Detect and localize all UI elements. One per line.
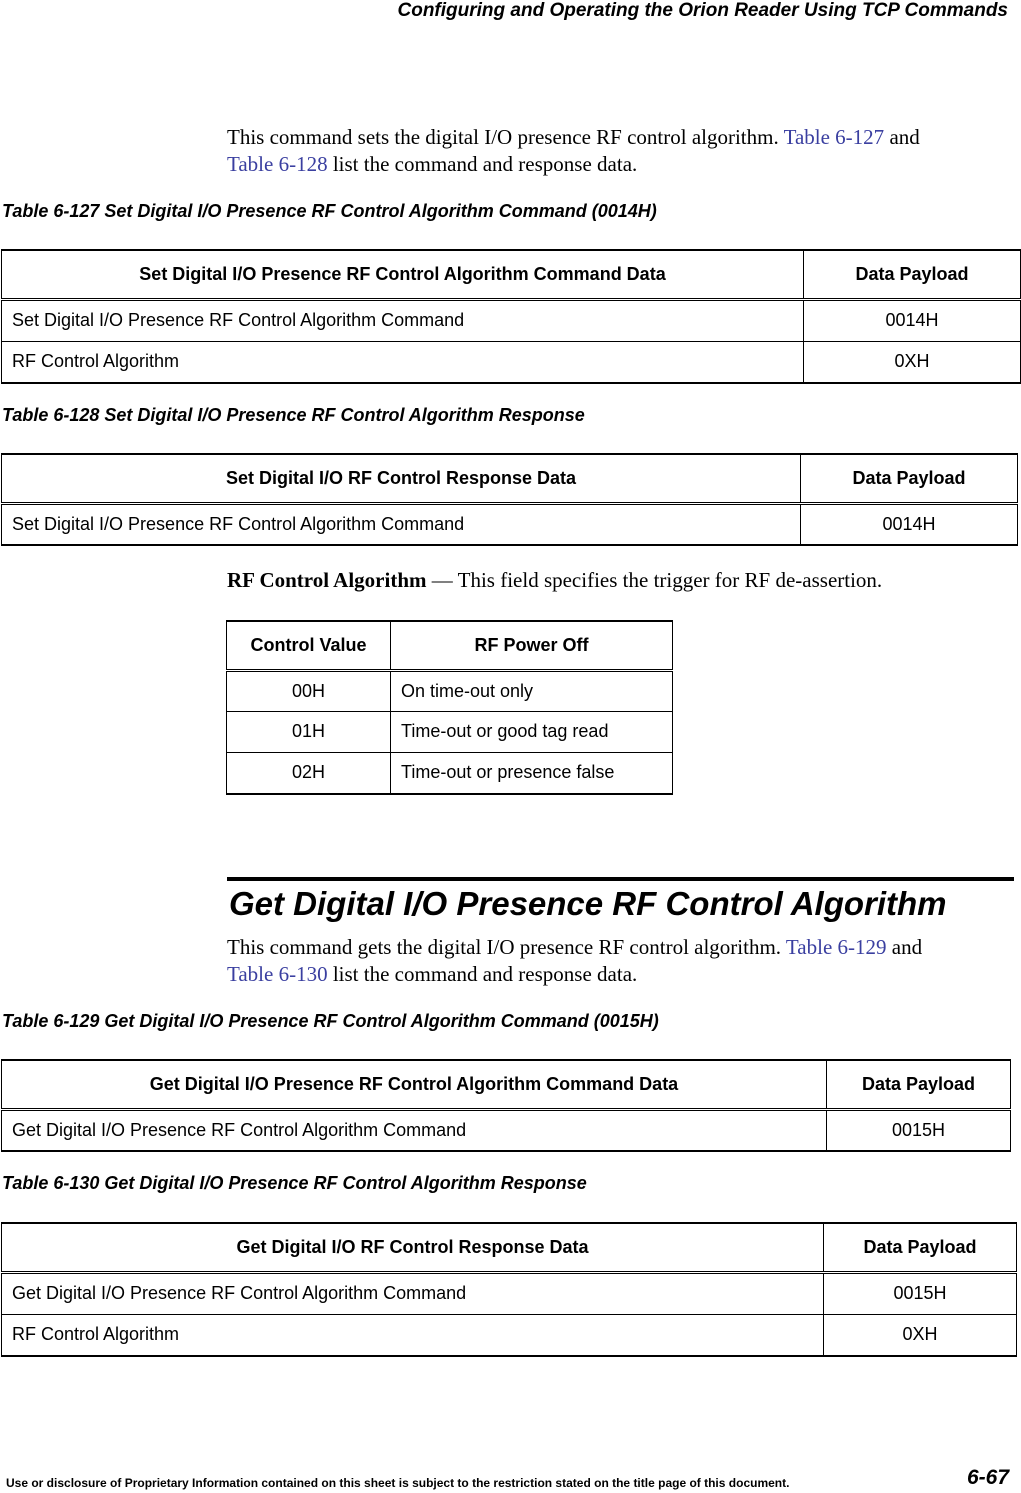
table-cell: Set Digital I/O Presence RF Control Algorithm Command xyxy=(2,503,801,545)
table-row xyxy=(2,1272,1017,1314)
page-number: 6-67 xyxy=(966,1466,1009,1489)
footer-notice: Use or disclosure of Proprietary Information contained on this sheet is subject to the restriction stated on the title page of this document. xyxy=(6,1476,790,1490)
em-dash: — xyxy=(426,568,458,592)
table-cell: 02H xyxy=(227,752,391,794)
intro-paragraph-get xyxy=(227,934,1007,988)
table-6-129 xyxy=(1,1059,1011,1152)
link-table-6-129[interactable]: Table 6-129 xyxy=(785,935,887,959)
column-header: Data Payload xyxy=(801,454,1018,503)
table-cell: 0XH xyxy=(824,1314,1017,1356)
intro-text: list the command and response data. xyxy=(327,962,638,986)
column-header: Get Digital I/O Presence RF Control Algorithm Command Data xyxy=(2,1060,827,1109)
link-table-6-128[interactable]: Table 6-128 xyxy=(227,152,328,176)
intro-text: This command gets the digital I/O presence RF control algorithm. xyxy=(227,935,786,959)
intro-text: and xyxy=(884,125,920,149)
column-header: Data Payload xyxy=(824,1223,1017,1272)
intro-text: This command sets the digital I/O presence RF control algorithm. xyxy=(227,125,784,149)
table-row xyxy=(2,1314,1017,1356)
table-cell: On time-out only xyxy=(391,670,673,711)
table-cell: RF Control Algorithm xyxy=(2,341,804,383)
table-caption: Table 6-127 Set Digital I/O Presence RF Control Algorithm Command (0014H) xyxy=(2,201,657,221)
intro-paragraph-set xyxy=(227,124,1007,178)
table-row xyxy=(227,752,673,794)
table-6-128 xyxy=(1,453,1018,546)
column-header: Data Payload xyxy=(827,1060,1011,1109)
table-cell: 00H xyxy=(227,670,391,711)
column-header: Set Digital I/O Presence RF Control Algorithm Command Data xyxy=(2,250,804,299)
table-cell: 01H xyxy=(227,711,391,752)
column-header: Get Digital I/O RF Control Response Data xyxy=(2,1223,824,1272)
section-rule xyxy=(227,877,1014,881)
table-row xyxy=(227,711,673,752)
table-cell: Set Digital I/O Presence RF Control Algorithm Command xyxy=(2,299,804,341)
field-term: RF Control Algorithm xyxy=(227,568,427,592)
table-cell: 0XH xyxy=(804,341,1021,383)
column-header: Control Value xyxy=(227,621,391,670)
field-description-text: This field specifies the trigger for RF de-assertion. xyxy=(457,568,883,592)
column-header: Set Digital I/O RF Control Response Data xyxy=(2,454,801,503)
table-cell: Get Digital I/O Presence RF Control Algorithm Command xyxy=(2,1272,824,1314)
table-cell: Time-out or presence false xyxy=(391,752,673,794)
column-header: Data Payload xyxy=(804,250,1021,299)
intro-text: list the command and response data. xyxy=(327,152,638,176)
table-row xyxy=(2,341,1021,383)
link-table-6-130[interactable]: Table 6-130 xyxy=(227,962,328,986)
table-cell: Get Digital I/O Presence RF Control Algorithm Command xyxy=(2,1109,827,1151)
field-description xyxy=(227,567,1007,594)
intro-text: and xyxy=(886,935,923,959)
table-caption: Table 6-129 Get Digital I/O Presence RF Control Algorithm Command (0015H) xyxy=(2,1011,659,1031)
table-6-130 xyxy=(1,1222,1017,1357)
table-cell: RF Control Algorithm xyxy=(2,1314,824,1356)
table-cell: 0014H xyxy=(801,503,1018,545)
table-caption: Table 6-130 Get Digital I/O Presence RF Control Algorithm Response xyxy=(2,1173,587,1193)
table-cell: Time-out or good tag read xyxy=(391,711,673,752)
table-row xyxy=(227,670,673,711)
table-6-127 xyxy=(1,249,1021,384)
table-row xyxy=(2,1109,1011,1151)
section-title: Get Digital I/O Presence RF Control Algorithm xyxy=(229,885,947,922)
table-row xyxy=(2,299,1021,341)
running-header: Configuring and Operating the Orion Reader Using TCP Commands xyxy=(397,0,1008,21)
column-header: RF Power Off xyxy=(391,621,673,670)
table-cell: 0015H xyxy=(824,1272,1017,1314)
table-row xyxy=(2,503,1018,545)
table-cell: 0015H xyxy=(827,1109,1011,1151)
table-cell: 0014H xyxy=(804,299,1021,341)
table-caption: Table 6-128 Set Digital I/O Presence RF Control Algorithm Response xyxy=(2,405,585,425)
link-table-6-127[interactable]: Table 6-127 xyxy=(783,125,885,149)
control-value-table xyxy=(226,620,673,795)
